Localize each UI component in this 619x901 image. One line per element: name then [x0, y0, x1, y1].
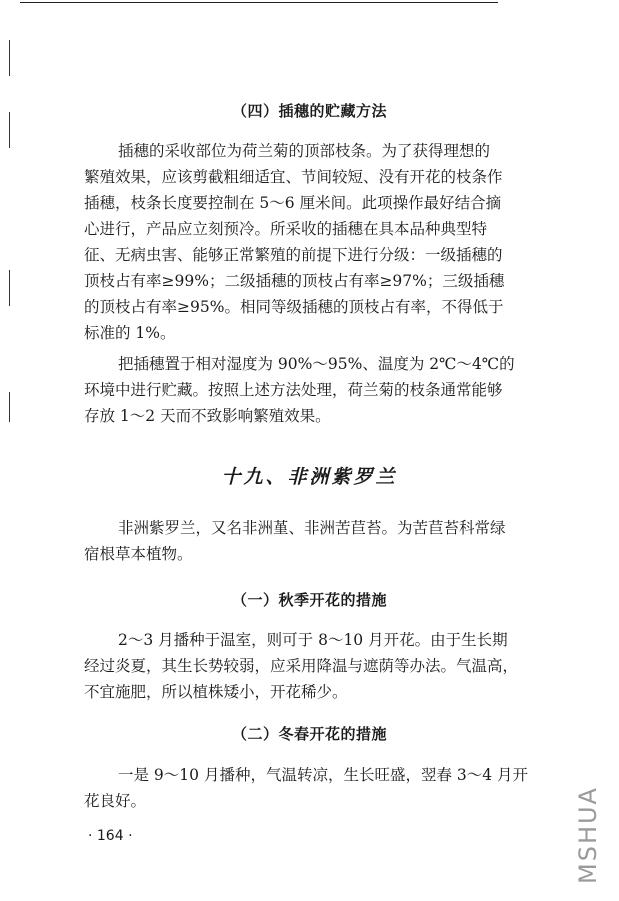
paragraph-line: 不宜施肥，所以植株矮小，开花稀少。 [84, 683, 348, 701]
paragraph-line: 插穗的采收部位为荷兰菊的顶部枝条。为了获得理想的 [118, 142, 491, 160]
left-margin-mark [9, 40, 10, 76]
paragraph-line: 把插穗置于相对湿度为 90%～95%、温度为 2℃～4℃的 [118, 355, 515, 373]
paragraph-line: 繁殖效果，应该剪截粗细适宜、节间较短、没有开花的枝条作 [84, 168, 503, 186]
paragraph-line: 征、无病虫害、能够正常繁殖的前提下进行分级：一级插穗的 [84, 246, 503, 264]
paragraph-line: 经过炎夏，其生长势较弱，应采用降温与遮荫等办法。气温高， [84, 657, 519, 675]
paragraph-line: 非洲紫罗兰，又名非洲堇、非洲苦苣苔。为苦苣苔科常绿 [118, 519, 506, 537]
watermark-text: MSHUA [574, 785, 602, 884]
paragraph-line: 的顶枝占有率≥95%。相同等级插穗的顶枝占有率，不得低于 [84, 298, 504, 316]
section-four-heading: （四）插穗的贮藏方法 [231, 102, 387, 120]
paragraph-line: 花良好。 [84, 792, 147, 810]
paragraph-line: 存放 1～2 天而不致影响繁殖效果。 [84, 407, 331, 425]
page-number: · 164 · [88, 828, 133, 844]
left-margin-mark [9, 270, 10, 306]
section-two-heading: （二）冬春开花的措施 [231, 725, 387, 743]
paragraph-line: 一是 9～10 月播种，气温转凉，生长旺盛，翌春 3～4 月开 [118, 766, 529, 784]
paragraph-line: 插穗，枝条长度要控制在 5～6 厘米间。此项操作最好结合摘 [84, 194, 502, 212]
top-rule [20, 2, 498, 3]
paragraph-line: 心进行，产品应立刻预冷。所采收的插穗在具本品种典型特 [84, 220, 488, 238]
paragraph-line: 标准的 1%。 [84, 324, 176, 342]
left-margin-mark [9, 392, 10, 422]
paragraph-line: 环境中进行贮藏。按照上述方法处理，荷兰菊的枝条通常能够 [84, 381, 503, 399]
section-one-heading: （一）秋季开花的措施 [231, 591, 387, 609]
chapter-title: 十九、非洲紫罗兰 [221, 466, 398, 488]
paragraph-line: 2～3 月播种于温室，则可于 8～10 月开花。由于生长期 [118, 631, 508, 649]
watermark [568, 782, 608, 887]
paragraph-line: 宿根草本植物。 [84, 545, 193, 563]
paragraph-line: 顶枝占有率≥99%；二级插穗的顶枝占有率≥97%；三级插穗 [84, 272, 505, 290]
